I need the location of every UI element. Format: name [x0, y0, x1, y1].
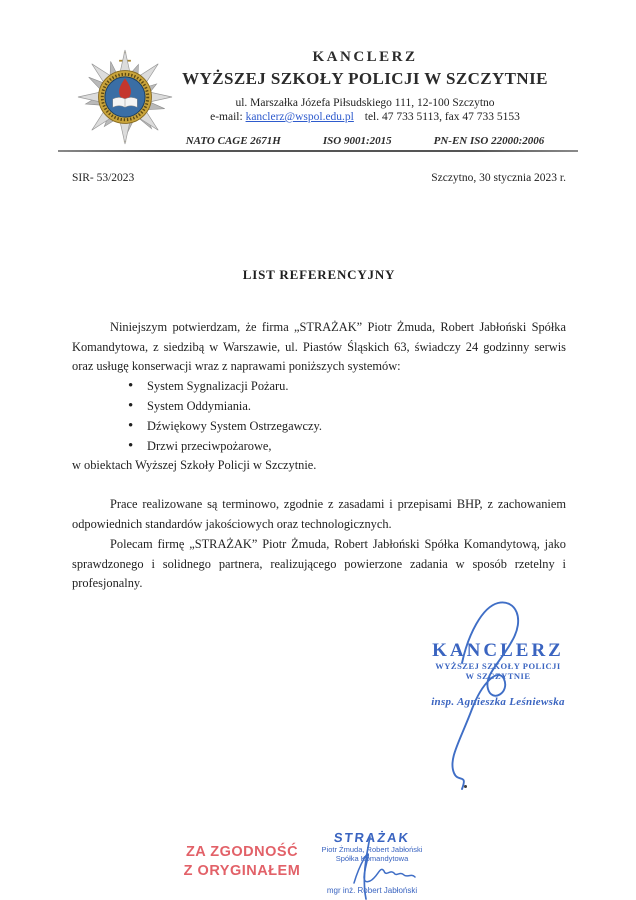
reference-number: SIR- 53/2023: [72, 172, 135, 184]
letterhead: [150, 48, 580, 147]
kanclerz-stamp-line3: W SZCZYTNIE: [465, 671, 531, 681]
letterhead-subtitle: WYŻSZEJ SZKOŁY POLICJI W SZCZYTNIE: [182, 69, 548, 88]
list-item-fire-alarm: • System Sygnalizacji Pożaru.: [72, 377, 566, 397]
list-closing-line: w obiektach Wyższej Szkoły Policji w Szczytnie.: [72, 458, 317, 473]
certify-line2: Z ORYGINAŁEM: [183, 863, 301, 879]
list-item-fire-doors: • Drzwi przeciwpożarowe,: [72, 437, 566, 457]
company-signer-name: mgr inż. Robert Jabłoński: [326, 886, 418, 895]
letterhead-address: ul. Marszałka Józefa Piłsudskiego 111, 12-100 Szczytno: [235, 97, 495, 109]
kanclerz-stamp-line2: WYŻSZEJ SZKOŁY POLICJI: [435, 661, 561, 671]
reference-row: [72, 172, 566, 184]
letterhead-title: KANCLERZ: [312, 49, 418, 65]
intro-paragraph: Niniejszym potwierdzam, że firma „STRAŻAK” Piotr Żmuda, Robert Jabłoński Spółka Komandytowa, z siedzibą w Warszawie, ul. Piastów Śląskich 63, świadczy 24 godzinny serwis oraz usługę konserwacji wraz z naprawami poniższych systemów:: [72, 319, 566, 374]
list-item-smoke-extraction: • System Oddymiania.: [72, 397, 566, 417]
kanclerz-signer-name: insp. Agnieszka Leśniewska: [431, 696, 565, 708]
company-stamp: [312, 830, 432, 895]
document-title: LIST REFERENCYJNY: [242, 267, 396, 282]
place-and-date: Szczytno, 30 stycznia 2023 r.: [431, 172, 566, 184]
letter-body: [72, 265, 566, 594]
company-partners-line: Piotr Żmuda, Robert Jabłoński: [321, 845, 423, 854]
pen-dot: [464, 785, 467, 788]
kanclerz-stamp-title: KANCLERZ: [432, 640, 564, 661]
company-logo-text: STRAŻAK: [333, 830, 411, 845]
cert-iso-9001: ISO 9001:2015: [322, 135, 392, 147]
email-label: e-mail:: [210, 111, 243, 123]
cert-pn-en-iso: PN-EN ISO 22000:2006: [433, 135, 545, 147]
certified-copy-stamp: [183, 843, 301, 881]
header-divider: [58, 150, 578, 152]
list-item-voice-alarm: • Dźwiękowy System Ostrzegawczy.: [72, 417, 566, 437]
email-link[interactable]: kanclerz@wspol.edu.pl: [245, 111, 354, 123]
cert-nato-cage: NATO CAGE 2671H: [185, 135, 281, 147]
certify-line1: ZA ZGODNOŚĆ: [185, 844, 299, 860]
kanclerz-stamp: [428, 641, 568, 708]
systems-list: [72, 377, 566, 456]
recommendation-paragraph: Polecam firmę „STRAŻAK” Piotr Żmuda, Robert Jabłoński Spółka Komandytową, jako sprawdzonego i solidnego partnera, realizującego powierzone zadania w sposób rzetelny i profesjonalny.: [72, 536, 566, 591]
company-type-line: Spółka Komandytowa: [335, 854, 409, 863]
certifications-row: [150, 135, 580, 147]
letterhead-contact: [150, 110, 580, 124]
quality-paragraph: Prace realizowane są terminowo, zgodnie z zasadami i przepisami BHP, z zachowaniem odpowiednich standardów jakościowych oraz technologicznych.: [72, 497, 566, 531]
phone-fax: tel. 47 733 5113, fax 47 733 5153: [364, 111, 520, 123]
